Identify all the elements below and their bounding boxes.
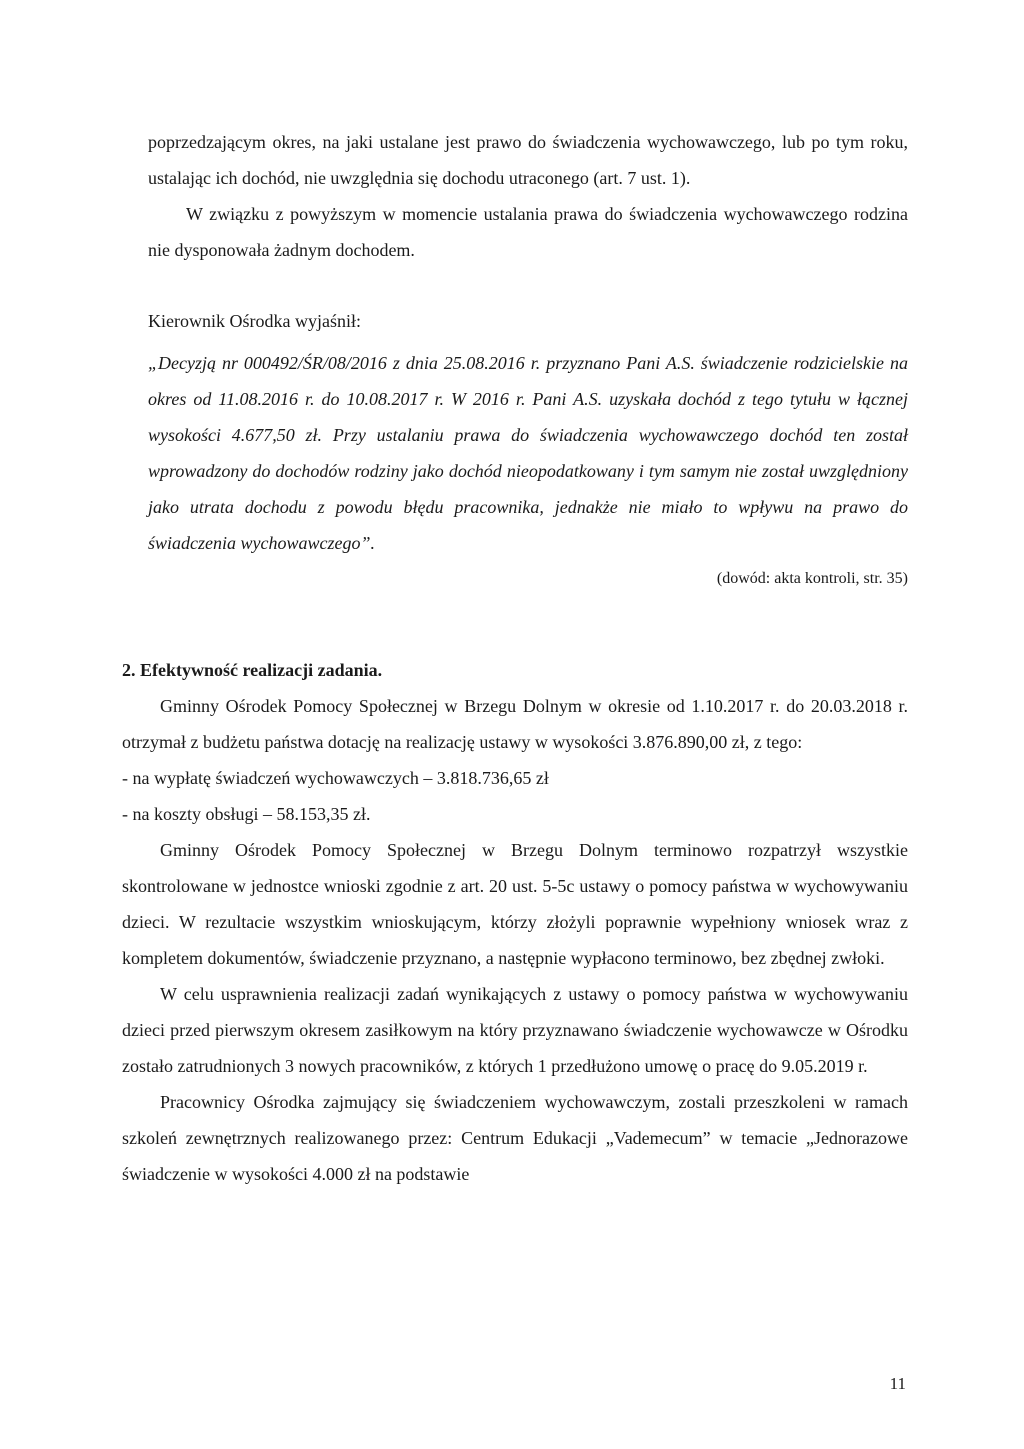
section-heading: 2. Efektywność realizacji zadania. bbox=[122, 660, 383, 680]
proof-reference: (dowód: akta kontroli, str. 35) bbox=[716, 570, 908, 587]
paragraph-5: W celu usprawnienia realizacji zadań wynikających z ustawy o pomocy państwa w wychowywaniu dzieci przed pierwszym okresem zasiłkowym na który przyznawano świadczenie wychowawcze w Ośrodku zostało zatrudnionych 3 nowych pracowników, z których 1 przedłużono umowę o pracę do 9.05.2019 r. bbox=[122, 984, 908, 1076]
manager-quote: „Decyzją nr 000492/ŚR/08/2016 z dnia 25.08.2016 r. przyznano Pani A.S. świadczenie rodzicielskie na okres od 11.08.2016 r. do 10.08.2017 r. W 2016 r. Pani A.S. uzyskała dochód z tego tytułu w łącznej wysokości 4.677,50 zł. Przy ustalaniu prawa do świadczenia wychowawczego dochód ten został wprowadzony do dochodów rodziny jako dochód nieopodatkowany i tym samym nie został uwzględniony jako utrata dochodu z powodu błędu pracownika, jednakże nie miało to wpływu na prawo do świadczenia wychowawczego”. bbox=[148, 353, 908, 553]
intro-block bbox=[148, 124, 908, 268]
explanation-intro: Kierownik Ośrodka wyjaśnił: bbox=[148, 311, 361, 331]
paragraph-3: Gminny Ośrodek Pomocy Społecznej w Brzegu Dolnym w okresie od 1.10.2017 r. do 20.03.2018 r. otrzymał z budżetu państwa dotację na realizację ustawy w wysokości 3.876.890,00 zł, z tego: bbox=[122, 696, 908, 752]
paragraph-1: poprzedzającym okres, na jaki ustalane jest prawo do świadczenia wychowawczego, lub po tym roku, ustalając ich dochód, nie uwzględnia się dochodu utraconego (art. 7 ust. 1). bbox=[148, 132, 908, 188]
section-2 bbox=[122, 652, 908, 1192]
list-item-2: - na koszty obsługi – 58.153,35 zł. bbox=[122, 804, 371, 824]
paragraph-6: Pracownicy Ośrodka zajmujący się świadczeniem wychowawczym, zostali przeszkoleni w ramach szkoleń zewnętrznych realizowanego przez: Centrum Edukacji „Vademecum” w temacie „Jednorazowe świadczenie w wysokości 4.000 zł na podstawie bbox=[122, 1092, 908, 1184]
paragraph-2: W związku z powyższym w momencie ustalania prawa do świadczenia wychowawczego rodzina nie dysponowała żadnym dochodem. bbox=[148, 204, 908, 260]
page-number: 11 bbox=[889, 1374, 906, 1393]
explanation-block bbox=[148, 303, 908, 597]
paragraph-4: Gminny Ośrodek Pomocy Społecznej w Brzegu Dolnym terminowo rozpatrzył wszystkie skontrolowane w jednostce wnioski zgodnie z art. 20 ust. 5-5c ustawy o pomocy państwa w wychowywaniu dzieci. W rezultacie wszystkim wnioskującym, którzy złożyli poprawnie wypełniony wniosek wraz z kompletem dokumentów, świadczenie przyznano, a następnie wypłacono terminowo, bez zbędnej zwłoki. bbox=[122, 840, 908, 968]
list-item-1: - na wypłatę świadczeń wychowawczych – 3.818.736,65 zł bbox=[122, 768, 549, 788]
